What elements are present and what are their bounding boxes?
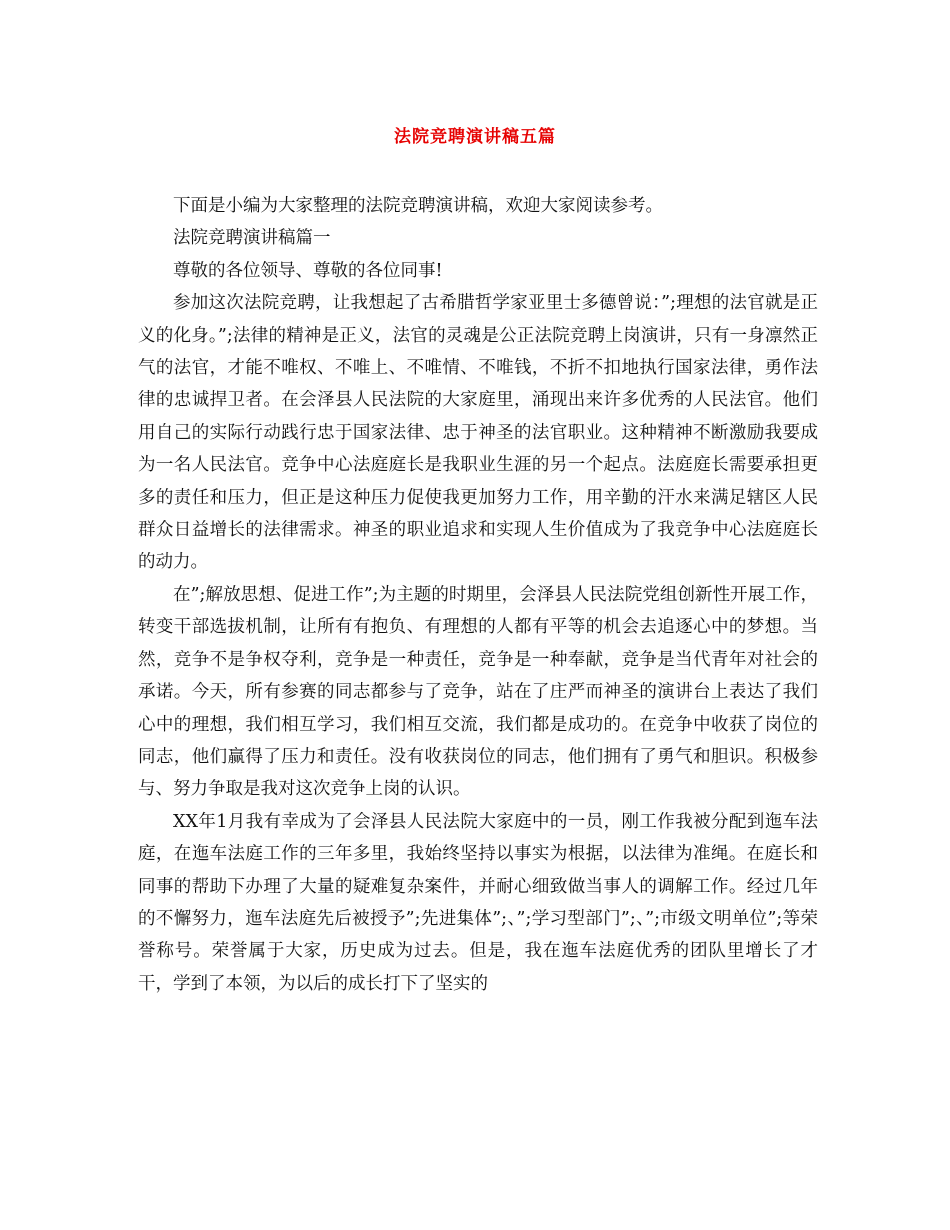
paragraph-body-1: 参加这次法院竞聘，让我想起了古希腊哲学家亚里士多德曾说：”;理想的法官就是正义的化身。”;法律的精神是正义，法官的灵魂是公正法院竞聘上岗演讲，只有一身凛然正气的法官，才能不唯权、不唯上、不唯情、不唯钱，不折不扣地执行国家法律，勇作法律的忠诚捍卫者。在会泽县人民法院的大家庭里，涌现出来许多优秀的人民法官。他们用自己的实际行动践行忠于国家法律、忠于神圣的法官职业。这种精神不断激励我要成为一名人民法官。竞争中心法庭庭长是我职业生涯的另一个起点。法庭庭长需要承担更多的责任和压力，但正是这种压力促使我更加努力工作，用辛勤的汗水来满足辖区人民群众日益增长的法律需求。神圣的职业追求和实现人生价值成为了我竞争中心法庭庭长的动力。 <box>138 293 818 573</box>
paragraph-section-heading: 法院竞聘演讲稿篇一 <box>173 228 331 249</box>
paragraph-body-3: XX年1月我有幸成为了会泽县人民法院大家庭中的一员，刚工作我被分配到迤车法庭，在迤车法庭工作的三年多里，我始终坚持以事实为根据，以法律为准绳。在庭长和同事的帮助下办理了大量的疑难复杂案件，并耐心细致做当事人的调解工作。经过几年的不懈努力，迤车法庭先后被授予”;先进集体”;、”;学习型部门”;、”;市级文明单位”;等荣誉称号。荣誉属于大家，历史成为过去。但是，我在迤车法庭优秀的团队里增长了才干，学到了本领，为以后的成长打下了坚实的 <box>138 811 818 994</box>
paragraph-body-2: 在”;解放思想、促进工作”;为主题的时期里，会泽县人民法院党组创新性开展工作，转变干部选拔机制，让所有有抱负、有理想的人都有平等的机会去追逐心中的梦想。当然，竞争不是争权夺利，竞争是一种责任，竞争是一种奉献，竞争是当代青年对社会的承诺。今天，所有参赛的同志都参与了竞争，站在了庄严而神圣的演讲台上表达了我们心中的理想，我们相互学习，我们相互交流，我们都是成功的。在竞争中收获了岗位的同志，他们赢得了压力和责任。没有收获岗位的同志，他们拥有了勇气和胆识。积极参与、努力争取是我对这次竞争上岗的认识。 <box>138 584 818 800</box>
document-title: 法院竞聘演讲稿五篇 <box>394 127 556 147</box>
paragraph-salutation: 尊敬的各位领导、尊敬的各位同事! <box>173 260 443 281</box>
document-body <box>138 190 818 1000</box>
paragraph-intro: 下面是小编为大家整理的法院竞聘演讲稿，欢迎大家阅读参考。 <box>173 196 663 216</box>
